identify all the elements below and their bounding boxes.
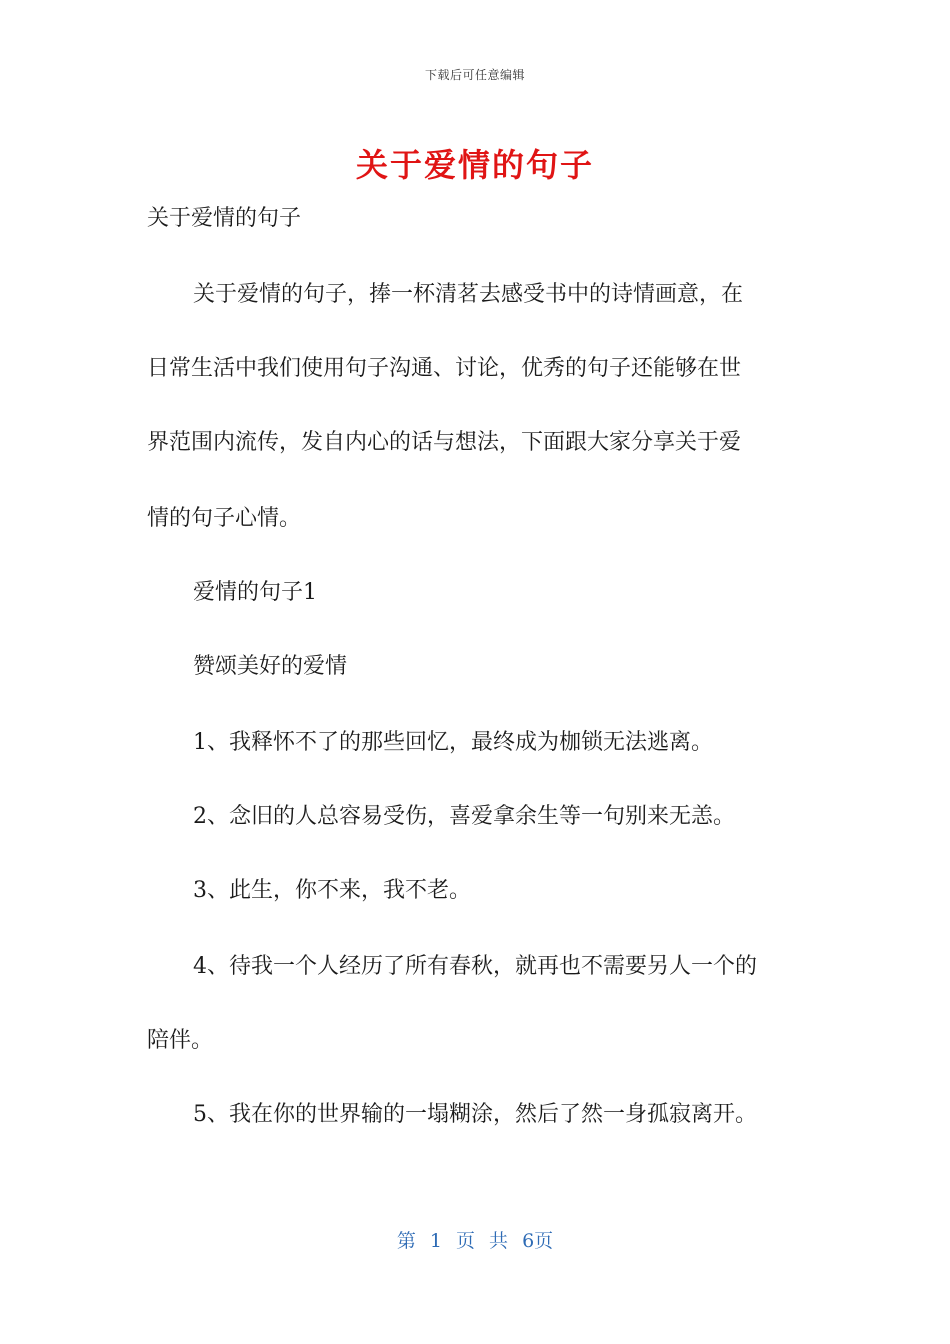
intro-line-4: 情的句子心情。: [147, 506, 302, 531]
intro-line-3: 界范围内流传，发自内心的话与想法，下面跟大家分享关于爱: [147, 430, 742, 455]
page-footer: 第 1 页 共 6页: [396, 1230, 554, 1252]
list-item-4: 4、待我一个人经历了所有春秋，就再也不需要另人一个的: [193, 954, 757, 979]
header-note: 下载后可任意编辑: [424, 68, 525, 82]
subtitle: 关于爱情的句子: [147, 206, 302, 231]
intro-line-2: 日常生活中我们使用句子沟通、讨论，优秀的句子还能够在世: [147, 356, 742, 381]
list-item-3: 3、此生，你不来，我不老。: [193, 878, 471, 903]
list-item-1: 1、我释怀不了的那些回忆，最终成为枷锁无法逃离。: [193, 730, 713, 755]
section-subheading: 赞颂美好的爱情: [193, 654, 348, 679]
document-title: 关于爱情的句子: [355, 146, 594, 184]
list-item-4-continued: 陪伴。: [147, 1028, 214, 1053]
list-item-2: 2、念旧的人总容易受伤，喜爱拿余生等一句别来无恙。: [193, 804, 735, 829]
list-item-5: 5、我在你的世界输的一塌糊涂，然后了然一身孤寂离开。: [193, 1102, 757, 1127]
intro-line-1: 关于爱情的句子，捧一杯清茗去感受书中的诗情画意，在: [193, 282, 744, 307]
section-heading: 爱情的句子1: [193, 580, 317, 605]
